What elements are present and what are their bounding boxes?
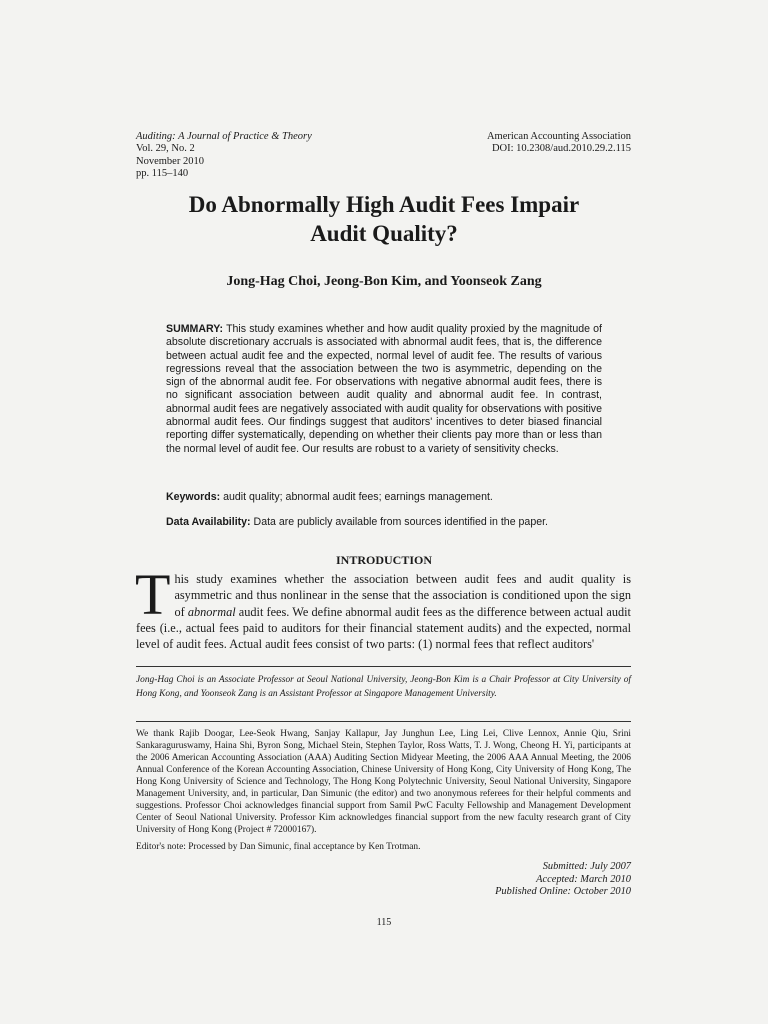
journal-header bbox=[136, 131, 312, 180]
article-title bbox=[100, 190, 668, 248]
publication-dates bbox=[495, 861, 631, 899]
submitted-date: Submitted: July 2007 bbox=[542, 861, 631, 872]
accepted-date: Accepted: March 2010 bbox=[536, 873, 631, 885]
availability-label: Data Availability: bbox=[166, 516, 251, 528]
intro-text-a: his study examines whether the association between audit fees and audit quality is asymmetric and thus nonlinear in the sense that the association is conditioned upon the sign of bbox=[174, 572, 631, 619]
keywords bbox=[166, 491, 602, 504]
footnote-divider bbox=[136, 666, 631, 667]
intro-emphasis: abnormal bbox=[187, 604, 236, 619]
summary-text: This study examines whether and how audit quality proxied by the magnitude of absolute discretionary accruals is associated with abnormal audit fees, that is, the difference between actual audit fee and the expected, normal level of audit fee. The results of various regressions reveal that the association between the two is asymmetric, depending on the sign of the abnormal audit fee. For observations with negative abnormal audit fees, there is no significant association between audit quality and abnormal audit fee. In contrast, abnormal audit fees are negatively associated with audit quality for observations with positive abnormal audit fees. Our findings suggest that auditors' incentives to deter biased financial reporting differ systematically, depending on whether their clients pay more than or less than the normal level of audit fee. Our results are robust to a variety of sensitivity checks. bbox=[166, 323, 602, 455]
publisher-header bbox=[487, 131, 631, 156]
data-availability bbox=[166, 516, 602, 529]
journal-date: November 2010 bbox=[136, 155, 204, 167]
doi: DOI: 10.2308/aud.2010.29.2.115 bbox=[491, 143, 631, 155]
journal-volume: Vol. 29, No. 2 bbox=[136, 143, 195, 155]
drop-cap: T bbox=[135, 562, 171, 627]
publisher-name: American Accounting Association bbox=[486, 131, 631, 142]
title-line-1: Do Abnormally High Audit Fees Impair bbox=[188, 192, 580, 217]
title-line-2: Audit Quality? bbox=[310, 221, 458, 246]
editor-note: Editor's note: Processed by Dan Simunic, final acceptance by Ken Trotman. bbox=[136, 842, 421, 852]
journal-name: Auditing: A Journal of Practice & Theory bbox=[136, 131, 312, 142]
author-affiliations: Jong-Hag Choi is an Associate Professor at Seoul National University, Jeong-Bon Kim is a Chair Professor at City University of Hong Kong, and Yoonseok Zang is an Assistant Professor at Singapore Management University. bbox=[136, 675, 631, 699]
author-list: Jong-Hag Choi, Jeong-Bon Kim, and Yoonseok Zang bbox=[226, 274, 542, 289]
acknowledgment-divider bbox=[136, 721, 631, 722]
availability-text: Data are publicly available from sources identified in the paper. bbox=[253, 516, 548, 528]
journal-pages: pp. 115–140 bbox=[136, 167, 189, 179]
summary-label: SUMMARY: bbox=[166, 323, 224, 335]
introduction-heading: INTRODUCTION bbox=[335, 553, 432, 567]
introduction-body bbox=[135, 562, 631, 652]
intro-text-b: audit fees. We define abnormal audit fees as the difference between actual audit fees (i.e., actual fees paid to auditors for their financial statement audits) and the expected, normal level of audit fees. Actual audit fees consist of two parts: (1) normal fees that reflect auditors' bbox=[136, 604, 631, 652]
acknowledgments: We thank Rajib Doogar, Lee-Seok Hwang, Sanjay Kallapur, Jay Junghun Lee, Ling Lei, Clive Lennox, Annie Qiu, Srini Sankaraguruswamy, Haina Shi, Byron Song, Michael Stein, Stephen Taylor, Ross Watts, T. J. Wong, Cheong H. Yi, participants at the 2006 American Accounting Association (AAA) Auditing Section Midyear Meeting, the 2006 AAA Annual Meeting, the 2006 Annual Conference of the Korean Accounting Association, Chinese University of Hong Kong, City University of Hong Kong, The Hong Kong University of Science and Technology, The Hong Kong Polytechnic University, Seoul National University, Singapore Management University, and, in particular, Dan Simunic (the editor) and two anonymous referees for their helpful comments and suggestions. Professor Choi acknowledges financial support from Samil PwC Faculty Fellowship and Management Development Center of Seoul National University. Professor Kim acknowledges financial support from the new faculty research grant of City University of Hong Kong (Project # 72000167). bbox=[136, 729, 631, 835]
abstract-summary bbox=[166, 323, 602, 456]
keywords-label: Keywords: bbox=[166, 491, 221, 503]
published-date: Published Online: October 2010 bbox=[495, 886, 631, 897]
page-number: 115 bbox=[376, 917, 392, 928]
keywords-text: audit quality; abnormal audit fees; earnings management. bbox=[223, 491, 493, 503]
